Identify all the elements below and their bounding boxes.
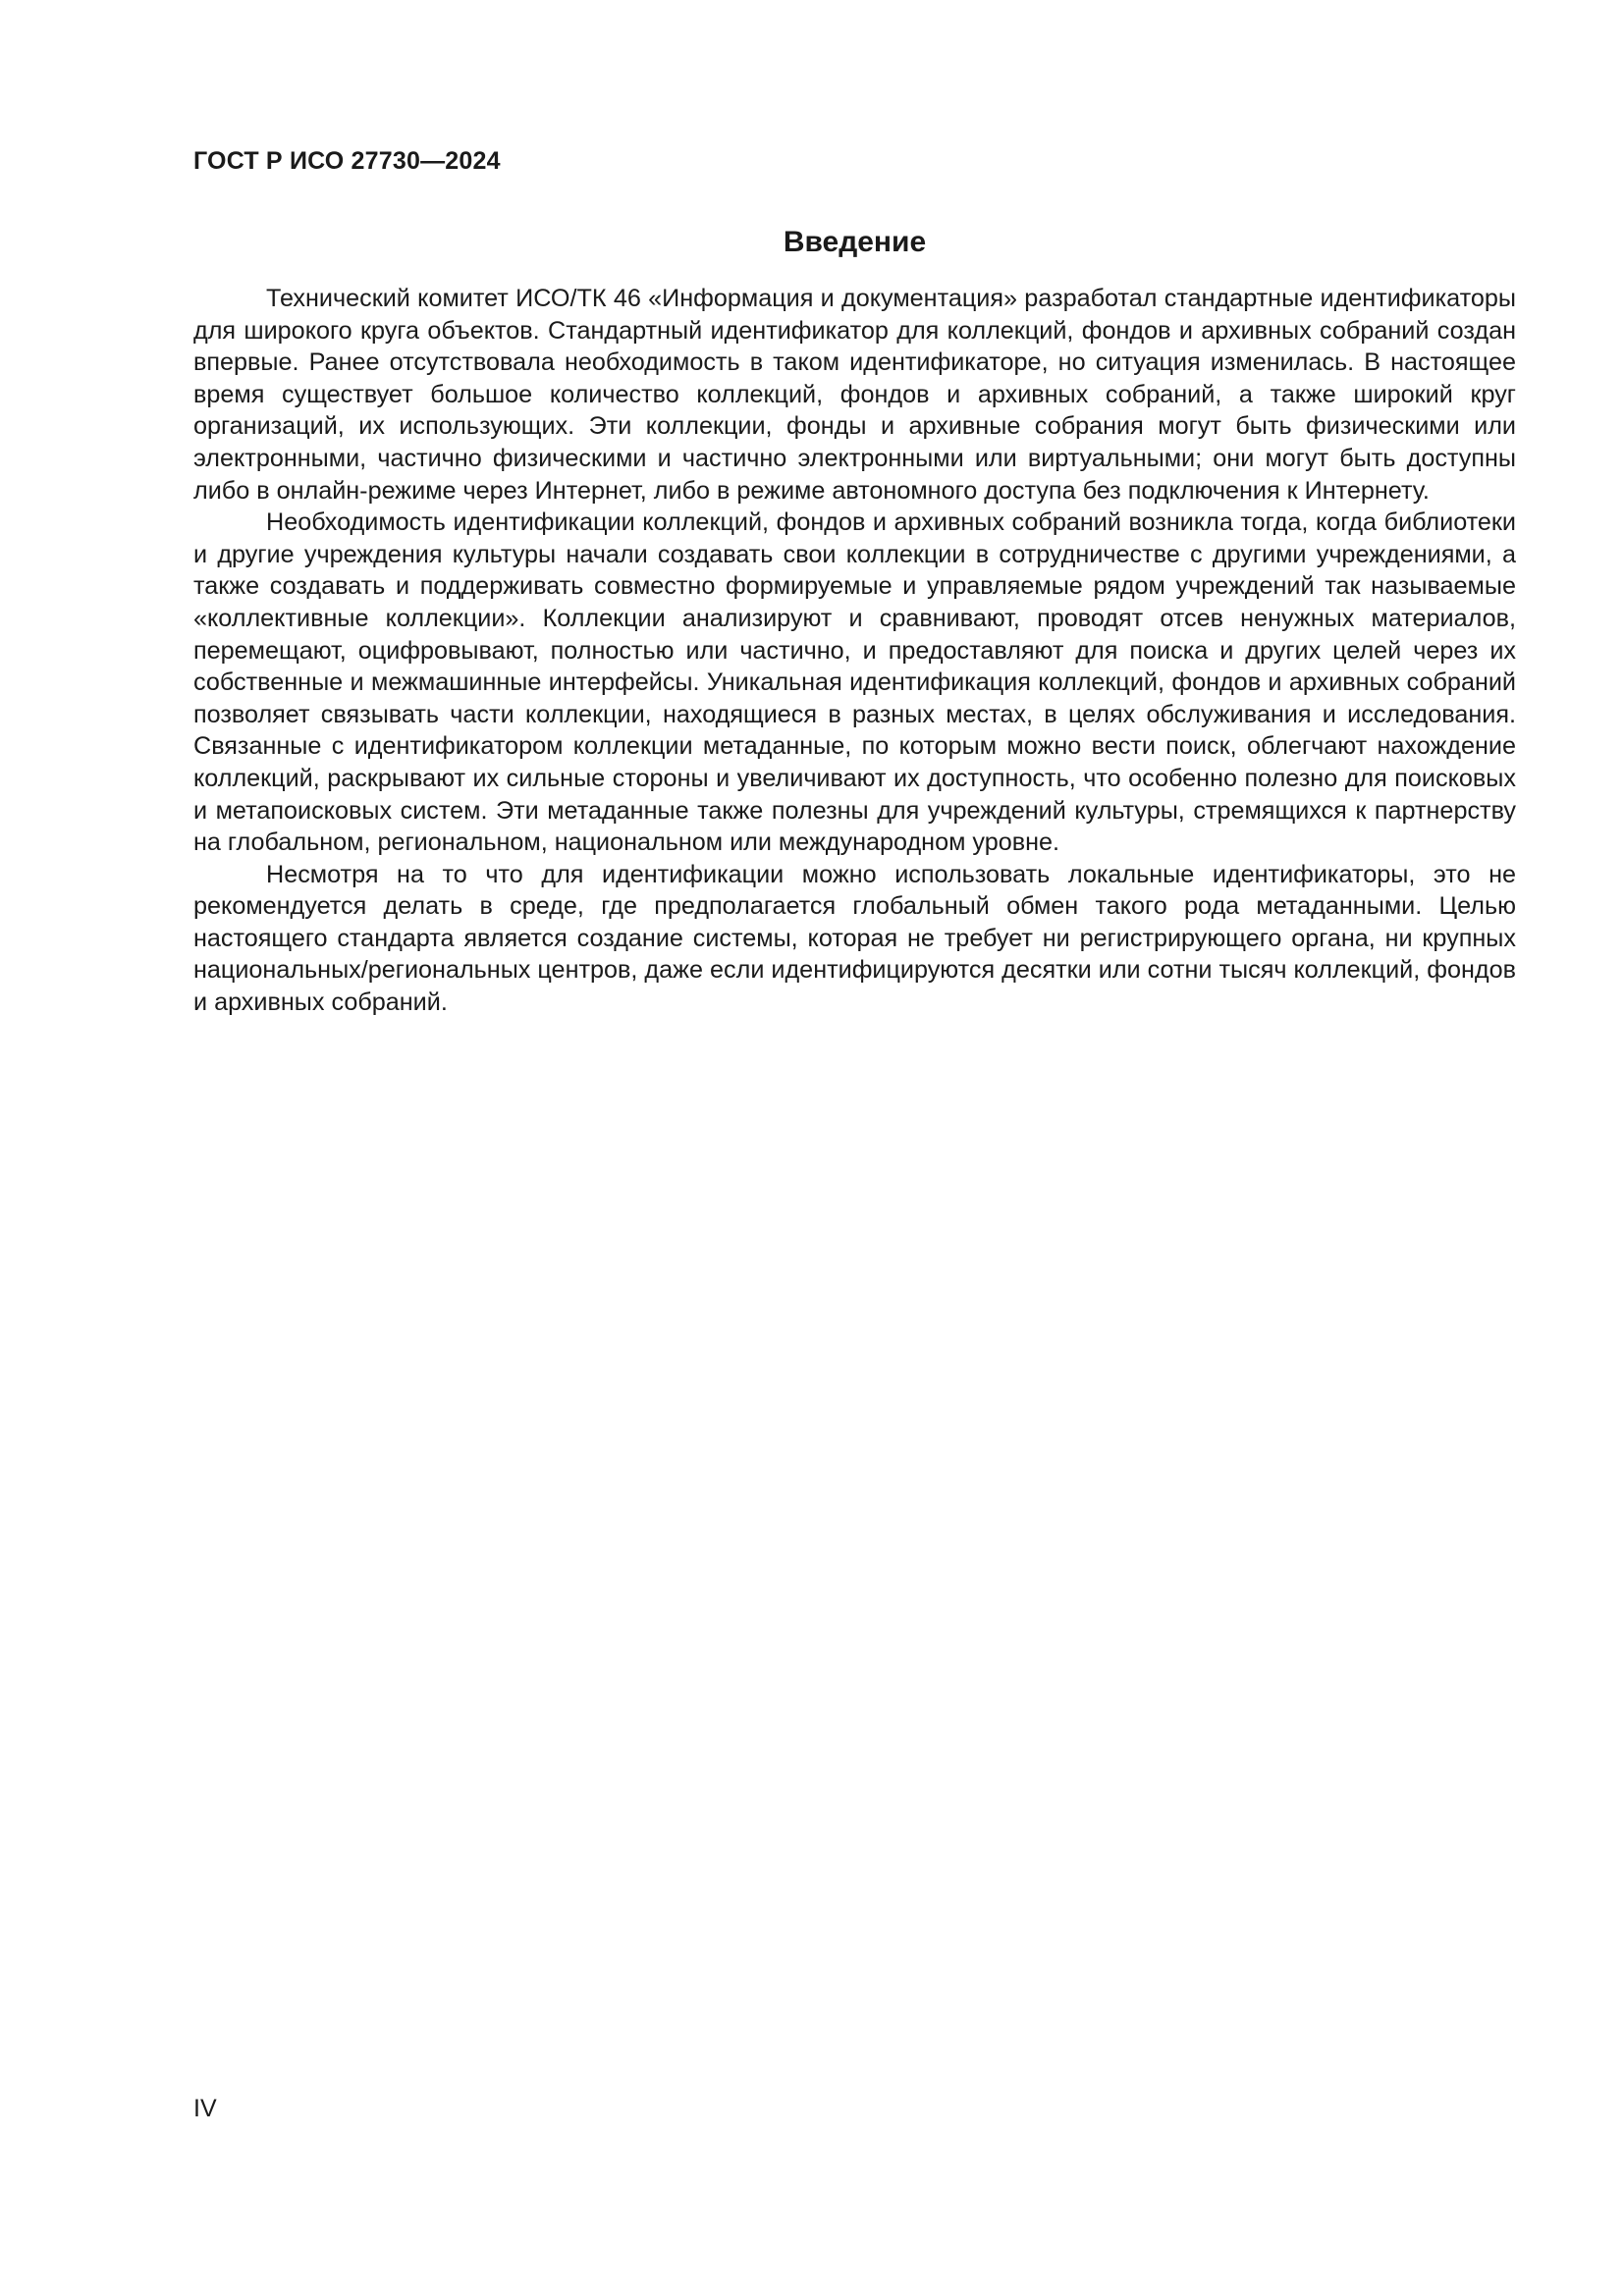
paragraph: Несмотря на то что для идентификации можно использовать локальные идентификаторы, это не рекомендуется делать в среде, где предполагается глобальный обмен такого рода метаданными. Целью настоящего стандарта является создание системы, которая не требует ни регистрирующего органа, ни крупных национальных/региональных центров, даже если идентифицируются десятки или сотни тысяч коллекций, фондов и архивных собраний.: [193, 860, 1516, 1017]
standard-code-header: ГОСТ Р ИСО 27730—2024: [193, 147, 501, 175]
paragraph: Необходимость идентификации коллекций, фондов и архивных собраний возникла тогда, когда библиотеки и другие учреждения культуры начали создавать свои коллекции в сотрудничестве с другими учреждениями, а также создавать и поддерживать совместно формируемые и управляемые рядом учреждений так называемые «коллективные коллекции». Коллекции анализируют и сравнивают, проводят отсев ненужных материалов, перемещают, оцифровывают, полностью или частично, и предоставляют для поиска и других целей через их собственные и межмашинные интерфейсы. Уникальная идентификация коллекций, фондов и архивных собраний позволяет связывать части коллекции, находящиеся в разных местах, в целях обслуживания и исследования. Связанные с идентификатором коллекции метаданные, по которым можно вести поиск, облегчают нахождение коллекций, раскрывают их сильные стороны и увеличивают их доступность, что особенно полезно для поисковых и метапоисковых систем. Эти метаданные также полезны для учреждений культуры, стремящихся к партнерству на глобальном, региональном, национальном или международном уровне.: [193, 508, 1516, 857]
section-title: Введение: [783, 226, 927, 258]
paragraph: Технический комитет ИСО/ТК 46 «Информация и документация» разработал стандартные идентификаторы для широкого круга объектов. Стандартный идентификатор для коллекций, фондов и архивных собраний создан впервые. Ранее отсутствовала необходимость в таком идентификаторе, но ситуация изменилась. В настоящее время существует большое количество коллекций, фондов и архивных собраний, а также широкий круг организаций, их использующих. Эти коллекции, фонды и архивные собрания могут быть физическими или электронными, частично физическими и частично электронными или виртуальными; они могут быть доступны либо в онлайн-режиме через Интернет, либо в режиме автономного доступа без подключения к Интернету.: [193, 285, 1516, 505]
page-number: IV: [193, 2095, 217, 2122]
section-body: [193, 283, 1516, 1019]
